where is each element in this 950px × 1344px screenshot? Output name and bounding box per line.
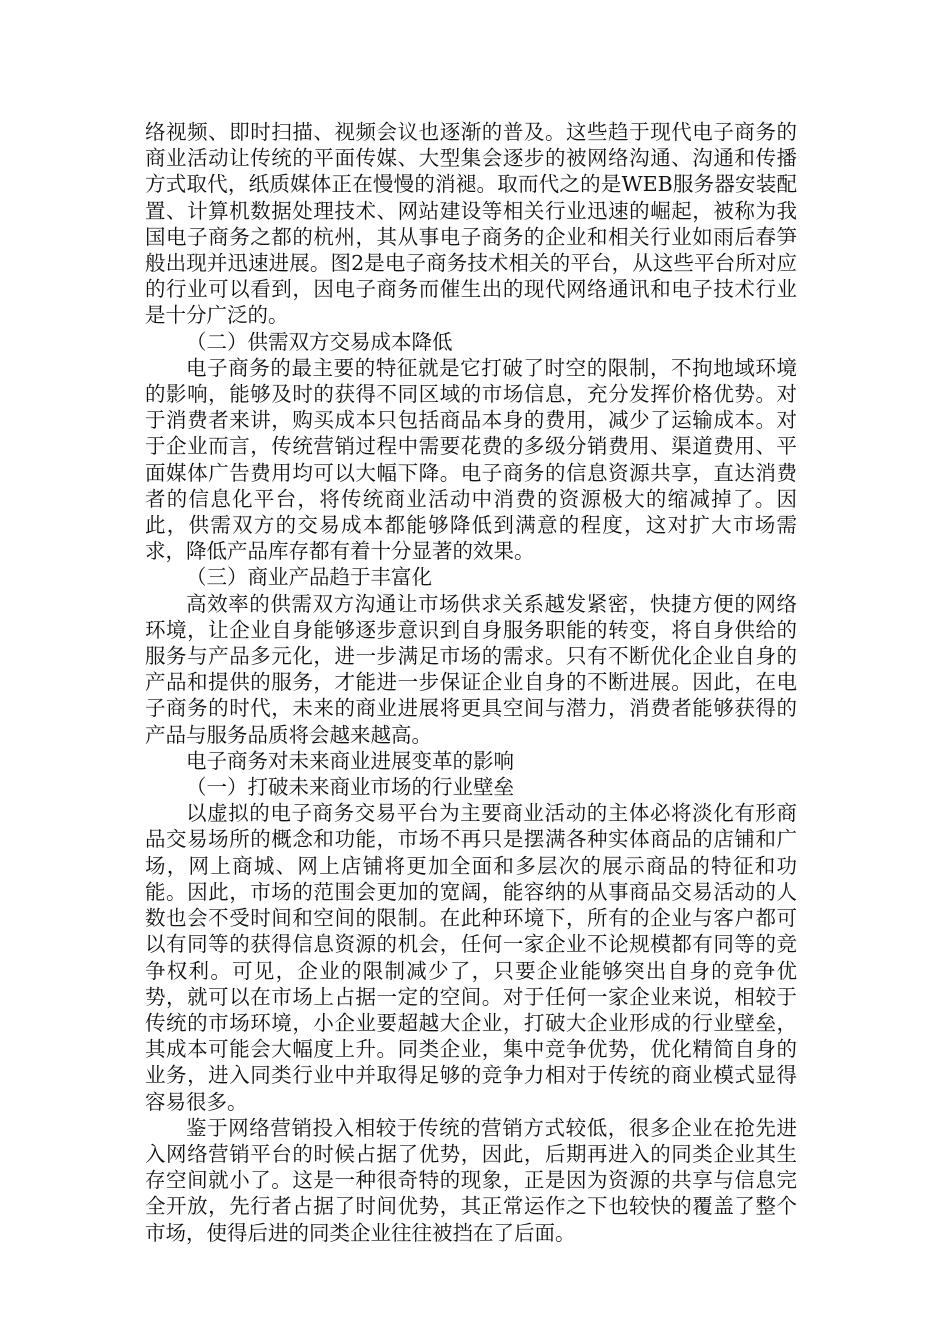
- paragraph-continuation: 络视频、即时扫描、视频会议也逐渐的普及。这些趋于现代电子商务的商业活动让传统的平面传媒、大型集会逐步的被网络沟通、沟通和传播方式取代，纸质媒体正在慢慢的消褪。取而代之的是WEB服务器安装配置、计算机数据处理技术、网站建设等相关行业迅速的崛起，被称为我国电子商务之都的杭州，其从事电子商务的企业和相关行业如雨后春笋般出现并迅速进展。图2是电子商务技术相关的平台，从这些平台所对应的行业可以看到，因电子商务而催生出的现代网络通讯和电子技术行业是十分广泛的。: [145, 120, 797, 328]
- paragraph-first-mover-advantage: 鉴于网络营销投入相较于传统的营销方式较低，很多企业在抢先进入网络营销平台的时候占据了优势，因此，后期再进入的同类企业其生存空间就小了。这是一种很奇特的现象，正是因为资源的共享与信息完全开放，先行者占据了时间优势，其正常运作之下也较快的覆盖了整个市场，使得后进的同类企业往往被挡在了后面。: [145, 1115, 797, 1245]
- paragraph-cost-reduction: 电子商务的最主要的特征就是它打破了时空的限制，不拘地域环境的影响，能够及时的获得不同区域的市场信息，充分发挥价格优势。对于消费者来讲，购买成本只包括商品本身的费用，减少了运输成本。对于企业而言，传统营销过程中需要花费的多级分销费用、渠道费用、平面媒体广告费用均可以大幅下降。电子商务的信息资源共享，直达消费者的信息化平台，将传统商业活动中消费的资源极大的缩减掉了。因此，供需双方的交易成本都能够降低到满意的程度，这对扩大市场需求，降低产品库存都有着十分显著的效果。: [145, 355, 797, 564]
- chapter-heading-future-impact: 电子商务对未来商业进展变革的影响: [186, 748, 514, 773]
- paragraph-industry-barriers: 以虚拟的电子商务交易平台为主要商业活动的主体必将淡化有形商品交易场所的概念和功能，市场不再只是摆满各种实体商品的店铺和广场，网上商城、网上店铺将更加全面和多层次的展示商品的特征和功能。因此，市场的范围会更加的宽阔，能容纳的从事商品交易活动的人数也会不受时间和空间的限制。在此种环境下，所有的企业与客户都可以有同等的获得信息资源的机会，任何一家企业不论规模都有同等的竞争权利。可见，企业的限制减少了，只要企业能够突出自身的竞争优势，就可以在市场上占据一定的空间。对于任何一家企业来说，相较于传统的市场环境，小企业要超越大企业，打破大企业形成的行业壁垒，其成本可能会大幅度上升。同类企业，集中竞争优势，优化精简自身的业务，进入同类行业中并取得足够的竞争力相对于传统的商业模式显得容易很多。: [145, 801, 797, 1114]
- section-heading-industry-barriers: （一）打破未来商业市场的行业壁垒: [186, 775, 514, 800]
- document-body: [145, 119, 797, 1246]
- section-heading-product-diversity: （三）商业产品趋于丰富化: [186, 565, 432, 590]
- paragraph-product-diversity: 高效率的供需双方沟通让市场供求关系越发紧密，快捷方便的网络环境，让企业自身能够逐步意识到自身服务职能的转变，将自身供给的服务与产品多元化，进一步满足市场的需求。只有不断优化企业自身的产品和提供的服务，才能进一步保证企业自身的不断进展。因此，在电子商务的时代，未来的商业进展将更具空间与潜力，消费者能够获得的产品与服务品质将会越来越高。: [145, 591, 797, 747]
- section-heading-cost-reduction: （二）供需双方交易成本降低: [186, 329, 453, 354]
